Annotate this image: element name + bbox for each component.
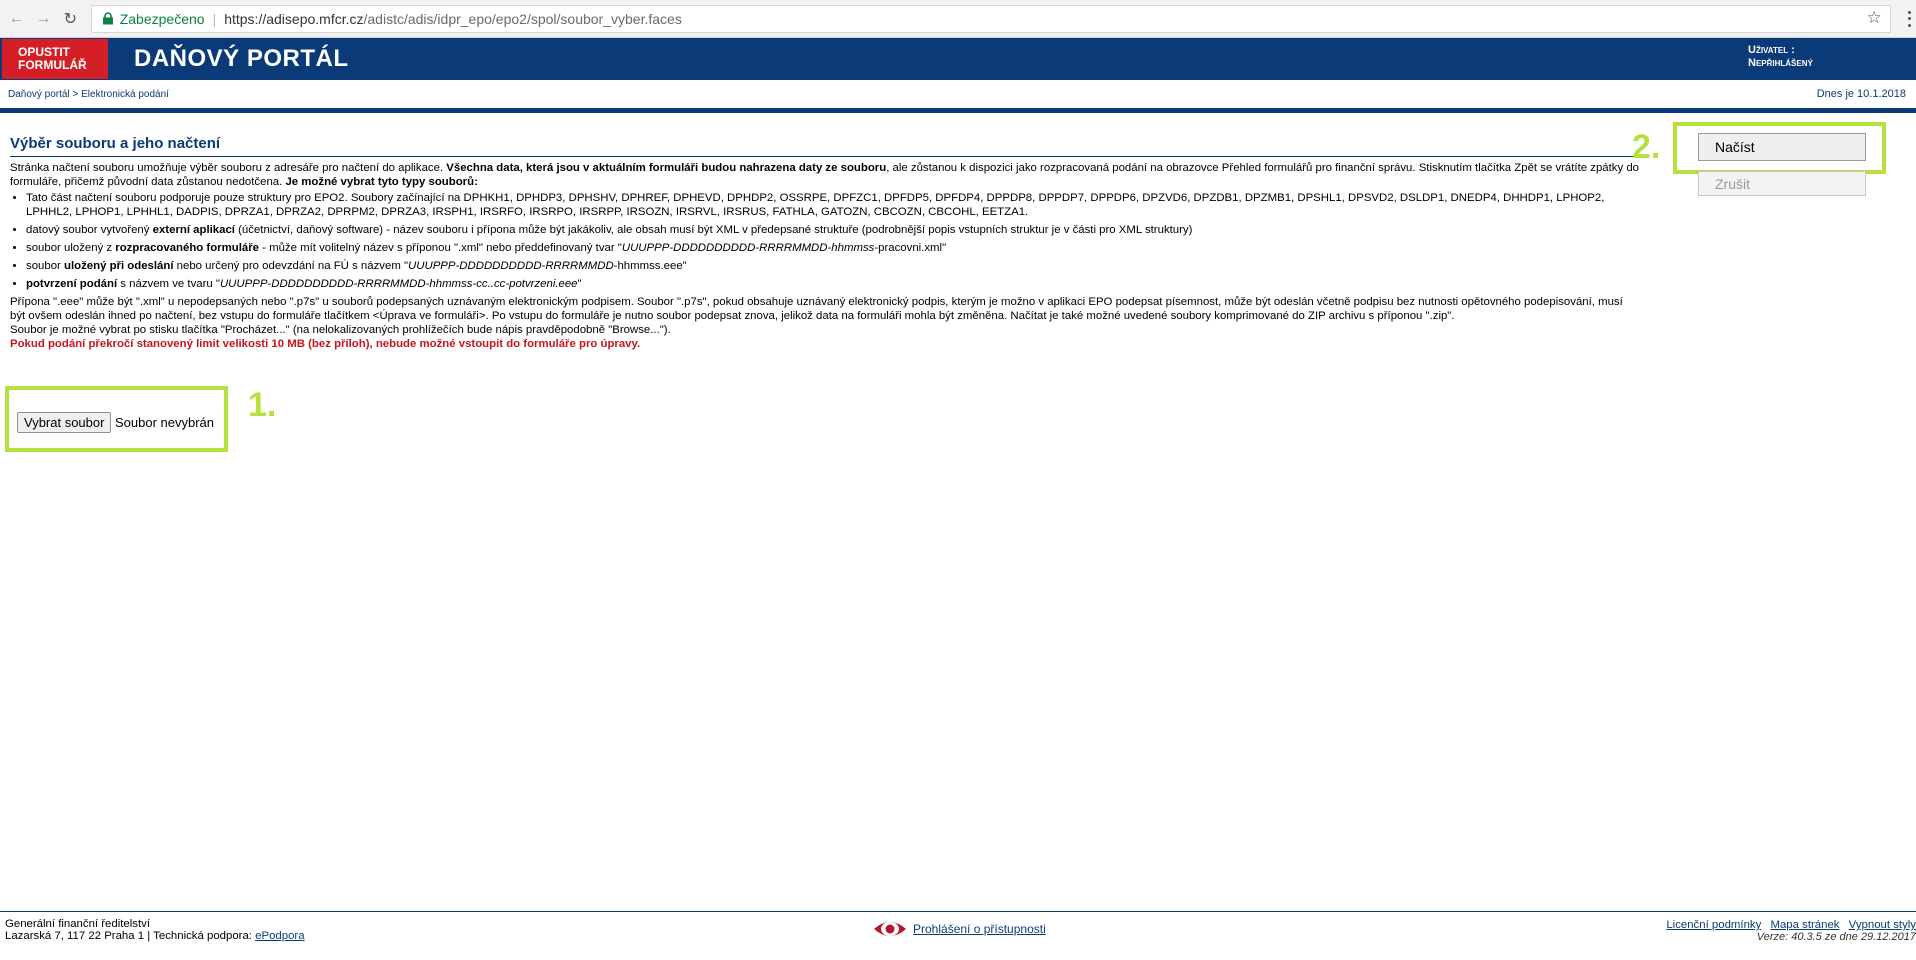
sitemap-link[interactable]: Mapa stránek	[1770, 919, 1840, 931]
list-bold: externí aplikací	[152, 224, 235, 236]
list-italic: UUUPPP-DDDDDDDDDD-RRRRMMDD-hhmmss	[621, 242, 875, 254]
size-warning: Pokud podání překročí stanovený limit velikosti 10 MB (bez příloh), nebude možné vstoupit do formuláře pro úpravy.	[10, 338, 641, 350]
file-status: Soubor nevybrán	[115, 415, 215, 430]
main-content	[10, 135, 1640, 351]
breadcrumb-bar	[0, 80, 1916, 113]
choose-file-button[interactable]: Vybrat soubor	[17, 412, 111, 433]
breadcrumb	[8, 89, 169, 100]
file-select-highlight	[5, 386, 228, 452]
list-text: (účetnictví, daňový software) - název souboru i přípona může být jakákoliv, ale obsah musí být XML v předepsané struktuře (podrobnější popis vstupních struktur je v části pro XML struktury)	[234, 224, 1193, 236]
list-text: -pracovni.xml"	[874, 242, 947, 254]
breadcrumb-separator: >	[72, 89, 79, 100]
address-bar[interactable]	[91, 5, 1891, 33]
user-info	[1748, 44, 1813, 70]
url-host: https://adisepo.mfcr.cz	[224, 10, 364, 27]
license-link[interactable]: Licenční podmínky	[1666, 919, 1762, 931]
intro-text: Stránka načtení souboru umožňuje výběr souboru z adresáře pro načtení do aplikace.	[10, 162, 447, 174]
page-footer	[0, 911, 1916, 960]
intro-bold-2: Je možné vybrat tyto typy souborů:	[285, 176, 478, 188]
extension-paragraph: Přípona ".eee" může být ".xml" u nepodepsaných nebo ".p7s" u souborů podepsaných uznávaným elektronickým podpisem. Soubor ".p7s", pokud obsahuje uznávaný elektronický podpis, kterým je možno v aplikaci EPO podepsat písemnost, může být odeslán včetně podpisu bez nutnosti opětovného podepisování, musí být ovšem odeslán ihned po načtení, bez vstupu do formuláře tlačítkem <Úprava ve formuláři>. Po vstupu do formuláře je nutno soubor podepsat znova, jelikož data na formuláři mohla být změněna. Načítat je také možné uvedené soubory komprimované do ZIP archivu s příponou ".zip".	[10, 296, 1623, 322]
portal-header	[0, 38, 1916, 80]
cancel-button[interactable]: Zrušit	[1698, 171, 1866, 196]
list-text: soubor	[26, 260, 64, 272]
disable-styles-link[interactable]: Vypnout styly	[1848, 919, 1916, 931]
exit-form-button[interactable]	[2, 39, 108, 79]
intro-bold: Všechna data, která jsou v aktuálním formuláři budou nahrazena daty ze souboru	[446, 162, 887, 174]
list-text: soubor uložený z	[26, 242, 116, 254]
list-bold: uložený při odeslání	[64, 260, 174, 272]
lock-icon	[102, 12, 114, 25]
list-bold: rozpracovaného formuláře	[115, 242, 259, 254]
page-title: Výběr souboru a jeho načtení	[10, 135, 1640, 157]
footer-link-row	[1660, 919, 1916, 931]
user-value: Nepřihlášený	[1748, 57, 1813, 69]
support-link[interactable]: ePodpora	[255, 930, 305, 942]
portal-title: DAŇOVÝ PORTÁL	[134, 45, 349, 72]
intro-text-2: , ale zůstanou k dispozici jako rozpracovaná podání na obrazovce Přehled formulářů pro finanční správu. Stisknutím tlačítka Zpět se vrátíte zpátky do formuláře, přičemž původní data zůstanou nedotčena.	[10, 162, 1640, 188]
list-text: s názvem ve tvaru "	[117, 278, 220, 290]
list-text: - může mít volitelný název s příponou ".xml" nebo předdefinovaný tvar "	[258, 242, 622, 254]
footer-links	[1660, 919, 1916, 943]
browse-paragraph: Soubor je možné vybrat po stisku tlačítka "Procházet..." (na nelokalizovaných prohlížečích bude nápis pravděpodobně "Browse...").	[10, 324, 671, 336]
intro-paragraph	[10, 161, 1640, 189]
list-item	[26, 223, 1640, 237]
browser-toolbar	[0, 0, 1916, 38]
list-italic: UUUPPP-DDDDDDDDDD-RRRRMMDD	[408, 260, 614, 272]
list-item: • Tato část načtení souboru podporuje pouze struktury pro EPO2. Soubory začínající na DPHKH1, DPHDP3, DPHSHV, DPHREF, DPHEVD, DPHDP2, OSSRPE, DPFZC1, DPFDP5, DPFDP4, DPPDP8, DPPDP7, DPPDP6, DPZVD6, DPZDB1, DPZMB1, DPSHL1, DPSVD2, DSLDP1, DNEDP4, DHHDP1, LPHOP2, LPHHL2, LPHOP1, LPHHL1, DADPIS, DPRZA1, DPRZA2, DPRPM2, DPRZA3, IRSPH1, IRSRFO, IRSRPO, IRSRPP, IRSOZN, IRSRVL, IRSRUS, FATHLA, GATOZN, CBCOZN, CBCOHL, EETZA1.	[26, 191, 1640, 219]
step-marker-2: 2.	[1632, 128, 1661, 166]
reload-icon[interactable]: ↻	[63, 10, 77, 28]
version-info: Verze: 40.3.5 ze dne 29.12.2017	[1756, 931, 1916, 943]
browser-menu-icon[interactable]	[1903, 9, 1916, 29]
url-path: /adistc/adis/idpr_epo/epo2/spol/soubor_vyber.faces	[363, 10, 682, 27]
breadcrumb-item-submissions[interactable]: Elektronická podání	[81, 89, 169, 100]
secure-label: Zabezpečeno	[119, 10, 205, 27]
list-item	[26, 277, 1640, 291]
forward-icon[interactable]: →	[35, 9, 52, 27]
eye-icon	[873, 918, 907, 940]
list-text: -hhmmss.eee"	[613, 260, 687, 272]
user-label: Uživatel :	[1748, 44, 1795, 56]
accessibility-link[interactable]: Prohlášení o přístupnosti	[913, 922, 1046, 936]
footer-address-line	[5, 930, 305, 942]
list-item	[26, 259, 1640, 273]
exit-form-label-line2: FORMULÁŘ	[18, 58, 87, 72]
today-date: Dnes je 10.1.2018	[1816, 88, 1906, 100]
step-marker-1: 1.	[248, 386, 277, 424]
instructions	[10, 161, 1640, 351]
list-item	[26, 241, 1640, 255]
file-type-list	[10, 191, 1640, 291]
breadcrumb-item-portal[interactable]: Daňový portál	[8, 89, 70, 100]
footer-address: Lazarská 7, 117 22 Praha 1 | Technická podpora:	[5, 930, 256, 942]
load-button[interactable]: Načíst	[1698, 133, 1866, 161]
url-separator: |	[212, 10, 217, 27]
footer-contact	[5, 918, 305, 942]
list-italic: UUUPPP-DDDDDDDDDD-RRRRMMDD-hhmmss-cc..cc-potvrzeni.eee	[219, 278, 578, 290]
bookmark-star-icon[interactable]: ☆	[1866, 7, 1882, 27]
accessibility-block	[873, 918, 1046, 940]
list-text: nebo určený pro odevzdání na FÚ s názvem "	[173, 260, 409, 272]
list-text: "	[577, 278, 582, 290]
list-bold: potvrzení podání	[26, 278, 118, 290]
footer-org: Generální finanční ředitelství	[5, 918, 150, 930]
exit-form-label-line1: OPUSTIT	[18, 45, 71, 59]
list-text: datový soubor vytvořený	[26, 224, 153, 236]
back-icon[interactable]: ←	[8, 9, 25, 27]
